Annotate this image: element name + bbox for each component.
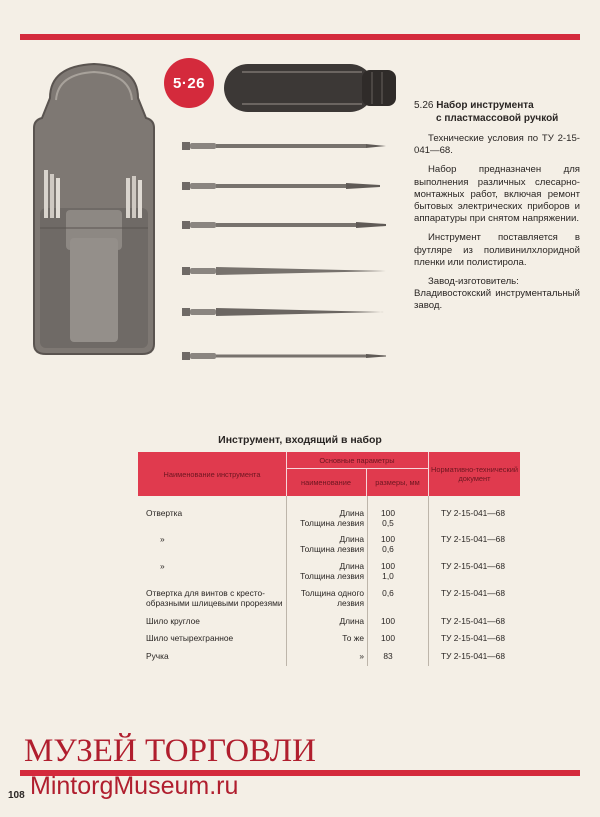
param-name: Толщина одного xyxy=(300,588,364,598)
header-name: Наименование инструмента xyxy=(138,452,287,496)
doc-value: ТУ 2-15-041—68 xyxy=(441,616,505,626)
tool-name: Шило круглое xyxy=(146,616,200,626)
title-line2: с пластмассовой ручкой xyxy=(436,112,559,124)
header-size: размеры, мм xyxy=(367,469,429,496)
tool-case-image xyxy=(30,58,158,358)
size-value: 100 xyxy=(381,561,395,571)
doc-value: ТУ 2-15-041—68 xyxy=(441,651,505,661)
screwdriver-image xyxy=(180,215,390,235)
param-name: Длина xyxy=(339,508,364,518)
param-name: » xyxy=(359,651,364,661)
watermark-url: MintorgMuseum.ru xyxy=(30,772,239,800)
screwdriver-blade-image xyxy=(180,136,390,156)
param-name: Длина xyxy=(339,561,364,571)
table-title: Инструмент, входящий в набор xyxy=(218,434,382,446)
watermark-title: МУЗЕЙ ТОРГОВЛИ xyxy=(24,733,317,769)
size-value: 1,0 xyxy=(382,571,394,581)
param-name: Длина xyxy=(339,616,364,626)
page-number: 108 xyxy=(8,790,25,801)
tool-name: образными шлицевыми прорезями xyxy=(146,598,283,608)
param-name: Толщина лезвия xyxy=(300,518,364,528)
purpose-paragraph: Набор предназначен для выполнения различных слесарно-монтажных работ, включая ремонт бытовых электрических приборов и аппаратуры при снятом напряжении. xyxy=(414,164,580,225)
doc-value: ТУ 2-15-041—68 xyxy=(441,561,505,571)
param-name: То же xyxy=(342,633,364,643)
header-main-params: Основные параметры xyxy=(286,452,429,469)
awl-image xyxy=(180,261,390,281)
doc-value: ТУ 2-15-041—68 xyxy=(441,534,505,544)
size-value: 100 xyxy=(381,616,395,626)
header-param-name: наименование xyxy=(286,469,367,496)
size-value: 100 xyxy=(381,508,395,518)
spec-paragraph: Технические условия по ТУ 2-15-041—68. xyxy=(414,133,580,157)
square-awl-image xyxy=(180,302,390,322)
item-number-badge: 5·26 xyxy=(164,58,214,108)
doc-value: ТУ 2-15-041—68 xyxy=(441,508,505,518)
top-rule xyxy=(20,34,580,40)
tool-name: Отвертка xyxy=(146,508,183,518)
handle-image xyxy=(222,58,400,118)
param-name: Длина xyxy=(339,534,364,544)
doc-value: ТУ 2-15-041—68 xyxy=(441,588,505,598)
param-name: Толщина лезвия xyxy=(300,571,364,581)
item-number: 5.26 xyxy=(414,100,434,111)
table-header xyxy=(138,452,520,496)
title-line1: Набор инструмента xyxy=(436,100,534,111)
size-value: 100 xyxy=(381,534,395,544)
tool-name: Шило четырехгранное xyxy=(146,633,234,643)
size-value: 0,6 xyxy=(382,588,394,598)
tool-name: Ручка xyxy=(146,651,169,661)
packaging-paragraph: Инструмент поставляется в футляре из поливинилхлоридной пленки или полистирола. xyxy=(414,232,580,268)
description xyxy=(414,100,580,320)
thin-screwdriver-image xyxy=(180,346,390,366)
size-value: 0,6 xyxy=(382,544,394,554)
tool-name: Отвертка для винтов с кресто- xyxy=(146,588,265,598)
manufacturer-paragraph: Завод-изготовитель: Владивостокский инструментальный завод. xyxy=(414,276,580,312)
size-value: 0,5 xyxy=(382,518,394,528)
size-value: 100 xyxy=(381,633,395,643)
size-value: 83 xyxy=(383,651,393,661)
header-doc: Нормативно-технический документ xyxy=(431,465,518,483)
tool-name: » xyxy=(160,561,165,571)
description-title xyxy=(414,100,580,125)
tool-name: » xyxy=(160,534,165,544)
param-name: Толщина лезвия xyxy=(300,544,364,554)
param-name: лезвия xyxy=(337,598,364,608)
doc-value: ТУ 2-15-041—68 xyxy=(441,633,505,643)
flat-screwdriver-image xyxy=(180,176,390,196)
